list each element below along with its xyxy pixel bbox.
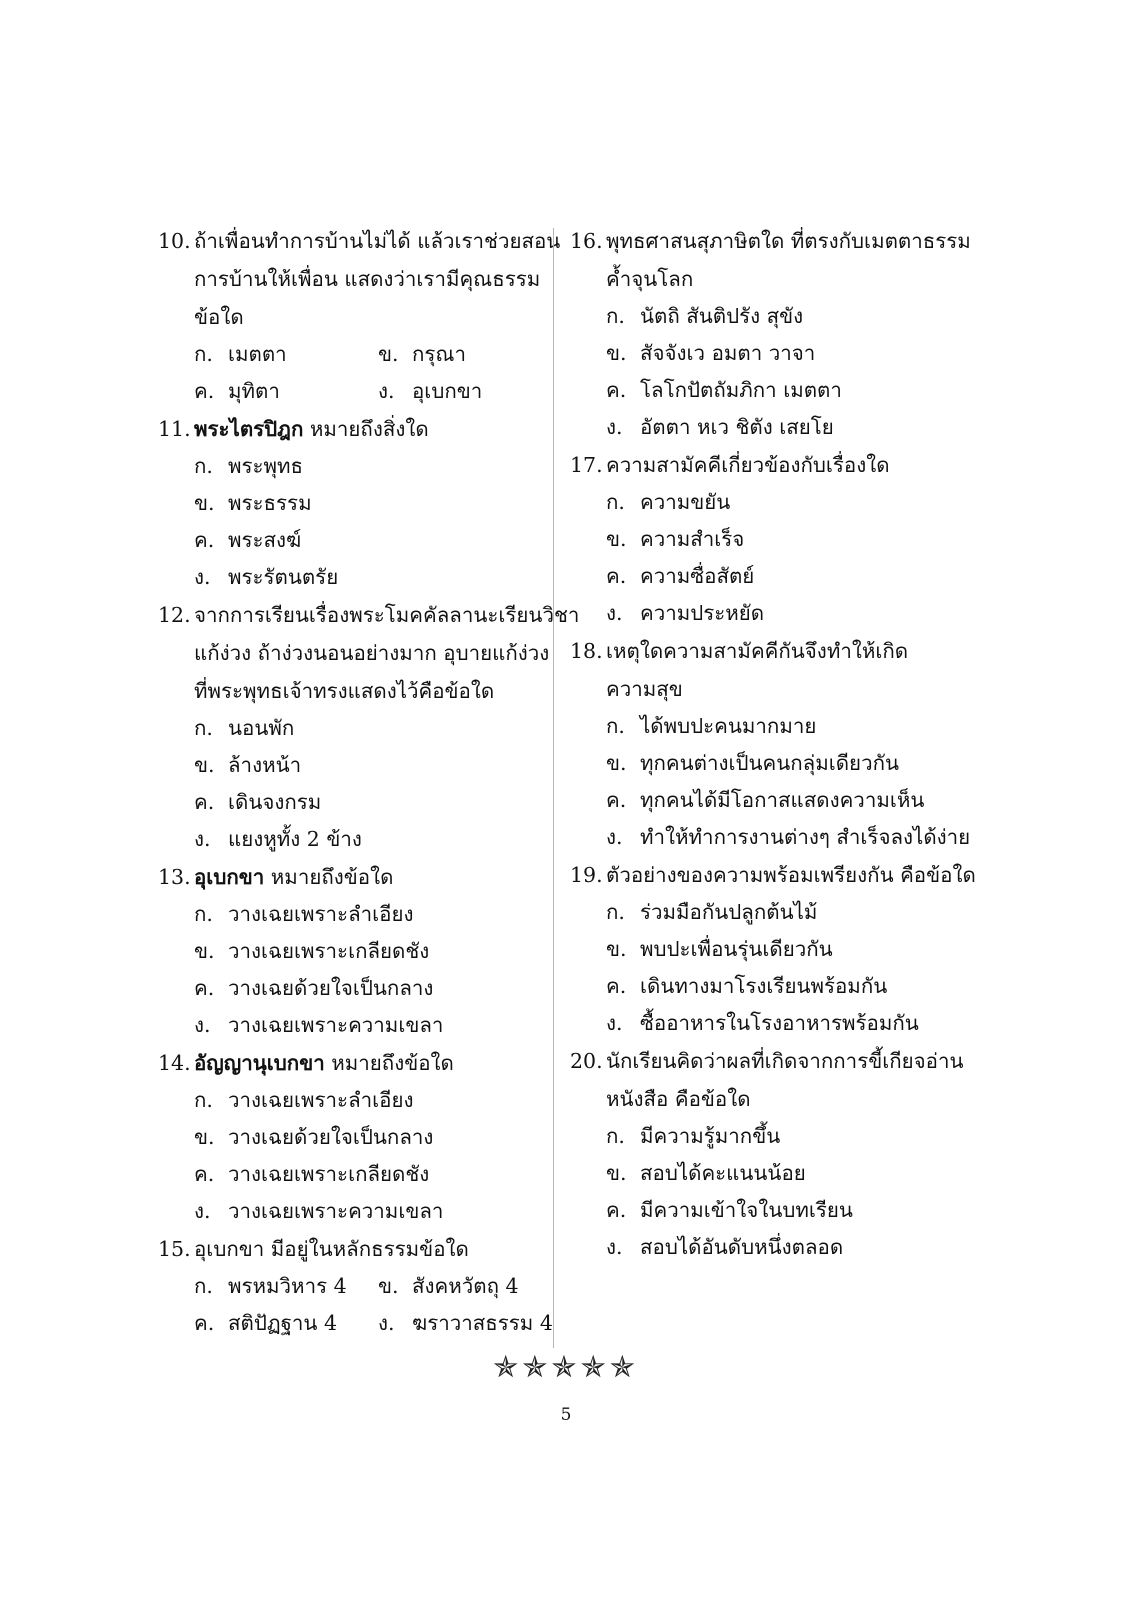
option-text: มีความรู้มากขึ้น	[640, 1124, 781, 1148]
option-letter: ข.	[194, 491, 215, 515]
option-text: สังคหวัตถุ 4	[412, 1274, 519, 1298]
question-text-rest: หมายถึงข้อใด	[264, 865, 394, 889]
question-text-continuation: ความสุข	[606, 677, 683, 701]
question-text	[194, 858, 546, 896]
option-letter: ง.	[194, 565, 211, 589]
option-letter: ข.	[378, 342, 399, 366]
question-keyword: พระไตรปิฎก	[194, 417, 304, 441]
question-text-line: ตัวอย่างของความพร้อมเพรียงกัน คือข้อใด	[606, 863, 976, 887]
option-text: ร่วมมือกันปลูกต้นไม้	[640, 900, 818, 924]
option-letter: ข.	[194, 753, 215, 777]
option-text: โลโกปัตถัมภิกา เมตตา	[640, 378, 842, 402]
question-first-line	[158, 596, 580, 634]
option-item	[570, 1192, 970, 1229]
question-text	[606, 632, 970, 670]
option-text: พระสงฆ์	[228, 528, 302, 552]
option-letter: ค.	[194, 379, 215, 403]
option-text: ฆราวาสธรรม 4	[412, 1311, 553, 1335]
option-item	[158, 1082, 546, 1119]
option-text: ได้พบปะคนมากมาย	[640, 714, 817, 738]
option-letter: ก.	[606, 490, 625, 514]
option-letter: ข.	[606, 527, 627, 551]
option-text: ความประหยัด	[640, 601, 765, 625]
right-column	[570, 222, 976, 1266]
option-letter: ข.	[194, 1125, 215, 1149]
option-letter: ข.	[606, 751, 627, 775]
option-item	[158, 896, 546, 933]
option-item	[158, 559, 546, 596]
question-item	[158, 858, 546, 1044]
option-text: พระพุทธ	[228, 454, 304, 478]
option-letter: ง.	[606, 601, 623, 625]
question-item	[570, 632, 970, 856]
option-item	[158, 970, 546, 1007]
option-item	[570, 409, 970, 446]
option-text: วางเฉยเพราะความเขลา	[228, 1013, 444, 1037]
option-item	[378, 1268, 562, 1305]
question-item	[570, 222, 970, 446]
option-text: วางเฉยเพราะลำเอียง	[228, 902, 414, 926]
option-item	[570, 558, 970, 595]
option-text: สติปัฏฐาน 4	[228, 1311, 337, 1335]
question-number: 12.	[158, 603, 191, 627]
question-text	[194, 222, 560, 260]
question-first-line	[570, 632, 970, 670]
option-text: เมตตา	[228, 342, 287, 366]
option-item	[158, 710, 546, 747]
options	[158, 1082, 546, 1230]
option-text: อุเบกขา	[412, 379, 483, 403]
question-text-line: ความสามัคคีเกี่ยวข้องกับเรื่องใด	[606, 453, 890, 477]
option-text: สัจจังเว อมตา วาจา	[640, 341, 816, 365]
option-letter: ก.	[606, 1124, 625, 1148]
question-text-line: เหตุใดความสามัคคีกันจึงทำให้เกิด	[606, 639, 909, 663]
option-letter: ง.	[378, 379, 395, 403]
option-item	[158, 1156, 546, 1193]
option-item	[158, 1007, 546, 1044]
option-item	[570, 298, 970, 335]
option-text: ทุกคนต่างเป็นคนกลุ่มเดียวกัน	[640, 751, 900, 775]
option-text: วางเฉยเพราะลำเอียง	[228, 1088, 414, 1112]
option-item	[158, 821, 546, 858]
option-letter: ข.	[606, 1161, 627, 1185]
option-item	[158, 784, 546, 821]
option-item	[158, 485, 546, 522]
option-letter: ค.	[194, 790, 215, 814]
option-item	[570, 1005, 970, 1042]
question-text-continuation: หนังสือ คือข้อใด	[606, 1087, 751, 1111]
option-text: ความสำเร็จ	[640, 527, 745, 551]
question-first-line	[570, 856, 976, 894]
question-number: 16.	[570, 229, 603, 253]
option-text: มีความเข้าใจในบทเรียน	[640, 1198, 853, 1222]
question-text	[606, 446, 970, 484]
question-item	[570, 1042, 970, 1266]
question-text-rest: หมายถึงข้อใด	[324, 1051, 454, 1075]
question-first-line	[158, 410, 546, 448]
option-text: แยงหูทั้ง 2 ข้าง	[228, 827, 362, 851]
option-text: ความขยัน	[640, 490, 731, 514]
option-item	[158, 522, 546, 559]
page-number: 5	[560, 1405, 572, 1425]
question-item	[570, 446, 970, 632]
question-text-line: อุเบกขา มีอยู่ในหลักธรรมข้อใด	[194, 1237, 469, 1261]
option-letter: ค.	[606, 788, 627, 812]
option-letter: ง.	[606, 1235, 623, 1259]
option-text: วางเฉยเพราะความเขลา	[228, 1199, 444, 1223]
question-text-continuation: ค้ำจุนโลก	[606, 267, 694, 291]
option-letter: ค.	[606, 1198, 627, 1222]
options	[570, 298, 970, 446]
question-item	[570, 856, 976, 1042]
option-item	[570, 745, 970, 782]
question-item	[158, 222, 561, 410]
option-item	[570, 1229, 970, 1266]
options	[158, 710, 546, 858]
options	[158, 896, 546, 1044]
option-letter: ค.	[194, 976, 215, 1000]
option-letter: ก.	[606, 900, 625, 924]
option-item	[158, 747, 546, 784]
option-item	[570, 521, 970, 558]
option-text: ทุกคนได้มีโอกาสแสดงความเห็น	[640, 788, 925, 812]
question-item	[158, 1230, 553, 1342]
option-text: พระธรรม	[228, 491, 312, 515]
option-item	[570, 372, 970, 409]
option-text: อัตตา หเว ชิตัง เสยโย	[640, 415, 834, 439]
question-first-line	[158, 858, 546, 896]
option-item	[570, 968, 970, 1005]
option-item	[158, 1119, 546, 1156]
question-first-line	[570, 1042, 970, 1080]
options	[158, 336, 546, 410]
option-letter: ง.	[378, 1311, 395, 1335]
option-item	[378, 336, 562, 373]
option-text: สอบได้คะแนนน้อย	[640, 1161, 806, 1185]
option-item	[570, 819, 970, 856]
question-number: 20.	[570, 1049, 603, 1073]
option-text: ซื้ออาหารในโรงอาหารพร้อมกัน	[640, 1011, 919, 1035]
option-text: วางเฉยเพราะเกลียดชัง	[228, 1162, 430, 1186]
option-letter: ก.	[194, 902, 213, 926]
question-keyword: อุเบกขา	[194, 865, 265, 889]
question-text-line: ถ้าเพื่อนทำการบ้านไม่ได้ แล้วเราช่วยสอน	[194, 229, 561, 253]
option-item	[158, 933, 546, 970]
option-item	[194, 373, 378, 410]
option-letter: ค.	[194, 1311, 215, 1335]
option-letter: ก.	[606, 304, 625, 328]
option-item	[570, 595, 970, 632]
option-letter: ข.	[194, 939, 215, 963]
option-text: วางเฉยเพราะเกลียดชัง	[228, 939, 430, 963]
option-letter: ค.	[194, 1162, 215, 1186]
question-text	[606, 1042, 970, 1080]
option-item	[570, 1118, 970, 1155]
option-letter: ก.	[194, 454, 213, 478]
options	[570, 1118, 970, 1266]
question-number: 18.	[570, 639, 603, 663]
question-item	[158, 410, 546, 596]
question-first-line	[158, 1044, 546, 1082]
option-letter: ก.	[194, 342, 213, 366]
question-text-rest: หมายถึงสิ่งใด	[303, 417, 429, 441]
option-text: เดินจงกรม	[228, 790, 322, 814]
option-text: พรหมวิหาร 4	[228, 1274, 347, 1298]
question-item	[158, 596, 580, 858]
option-item	[378, 1305, 562, 1342]
option-item	[158, 448, 546, 485]
option-item	[158, 1193, 546, 1230]
option-item	[378, 373, 562, 410]
option-letter: ข.	[606, 937, 627, 961]
question-text	[606, 856, 976, 894]
option-text: ความซื่อสัตย์	[640, 564, 755, 588]
question-text-line: นักเรียนคิดว่าผลที่เกิดจากการขี้เกียจอ่าน	[606, 1049, 964, 1073]
option-text: เดินทางมาโรงเรียนพร้อมกัน	[640, 974, 888, 998]
options	[158, 1268, 553, 1342]
option-item	[194, 1305, 378, 1342]
question-item	[158, 1044, 546, 1230]
question-number: 11.	[158, 417, 191, 441]
options	[570, 484, 970, 632]
question-text	[606, 222, 971, 260]
option-letter: ง.	[606, 1011, 623, 1035]
option-letter: ง.	[606, 415, 623, 439]
option-item	[570, 484, 970, 521]
options	[570, 894, 970, 1042]
option-letter: ก.	[194, 1088, 213, 1112]
option-letter: ข.	[606, 341, 627, 365]
option-letter: ง.	[194, 1199, 211, 1223]
options	[570, 708, 970, 856]
question-number: 19.	[570, 863, 603, 887]
option-letter: ง.	[194, 827, 211, 851]
question-number: 10.	[158, 229, 191, 253]
option-text: กรุณา	[412, 342, 466, 366]
option-text: วางเฉยด้วยใจเป็นกลาง	[228, 976, 434, 1000]
question-text	[194, 596, 579, 634]
option-letter: ง.	[606, 825, 623, 849]
option-letter: ค.	[606, 378, 627, 402]
option-item	[570, 894, 970, 931]
question-text	[194, 410, 546, 448]
option-item	[570, 708, 970, 745]
question-first-line	[570, 222, 970, 260]
option-text: นัตถิ สันติปรัง สุขัง	[640, 304, 804, 328]
question-number: 17.	[570, 453, 603, 477]
question-number: 14.	[158, 1051, 191, 1075]
option-letter: ก.	[194, 1274, 213, 1298]
option-item	[570, 1155, 970, 1192]
option-letter: ก.	[194, 716, 213, 740]
question-text-continuation: ข้อใด	[194, 305, 244, 329]
option-item	[194, 336, 378, 373]
option-text: พบปะเพื่อนรุ่นเดียวกัน	[640, 937, 833, 961]
question-text-continuation: ที่พระพุทธเจ้าทรงแสดงไว้คือข้อใด	[194, 679, 495, 703]
question-first-line	[158, 222, 561, 260]
option-text: วางเฉยด้วยใจเป็นกลาง	[228, 1125, 434, 1149]
column-divider	[553, 228, 554, 1348]
question-text-continuation: การบ้านให้เพื่อน แสดงว่าเรามีคุณธรรม	[194, 267, 541, 291]
option-letter: ง.	[194, 1013, 211, 1037]
question-text	[194, 1230, 546, 1268]
question-first-line	[570, 446, 970, 484]
option-letter: ข.	[378, 1274, 399, 1298]
option-text: ทำให้ทำการงานต่างๆ สำเร็จลงได้ง่าย	[640, 825, 971, 849]
question-text-line: จากการเรียนเรื่องพระโมคคัลลานะเรียนวิชา	[194, 603, 580, 627]
stars-ornament: ✯✯✯✯✯	[493, 1350, 639, 1385]
options	[158, 448, 546, 596]
question-keyword: อัญญานุเบกขา	[194, 1051, 325, 1075]
left-column	[158, 222, 580, 1342]
question-number: 15.	[158, 1237, 191, 1261]
option-text: พระรัตนตรัย	[228, 565, 339, 589]
question-text	[194, 1044, 546, 1082]
question-number: 13.	[158, 865, 191, 889]
option-letter: ค.	[606, 564, 627, 588]
option-item	[570, 335, 970, 372]
option-text: สอบได้อันดับหนึ่งตลอด	[640, 1235, 844, 1259]
option-text: มุทิตา	[228, 379, 280, 403]
option-item	[570, 931, 970, 968]
option-letter: ก.	[606, 714, 625, 738]
option-item	[194, 1268, 378, 1305]
option-letter: ค.	[606, 974, 627, 998]
option-letter: ค.	[194, 528, 215, 552]
question-first-line	[158, 1230, 546, 1268]
option-item	[570, 782, 970, 819]
option-text: ล้างหน้า	[228, 753, 302, 777]
question-text-continuation: แก้ง่วง ถ้าง่วงนอนอย่างมาก อุบายแก้ง่วง	[194, 641, 550, 665]
question-text-line: พุทธศาสนสุภาษิตใด ที่ตรงกับเมตตาธรรม	[606, 229, 971, 253]
option-text: นอนพัก	[228, 716, 295, 740]
